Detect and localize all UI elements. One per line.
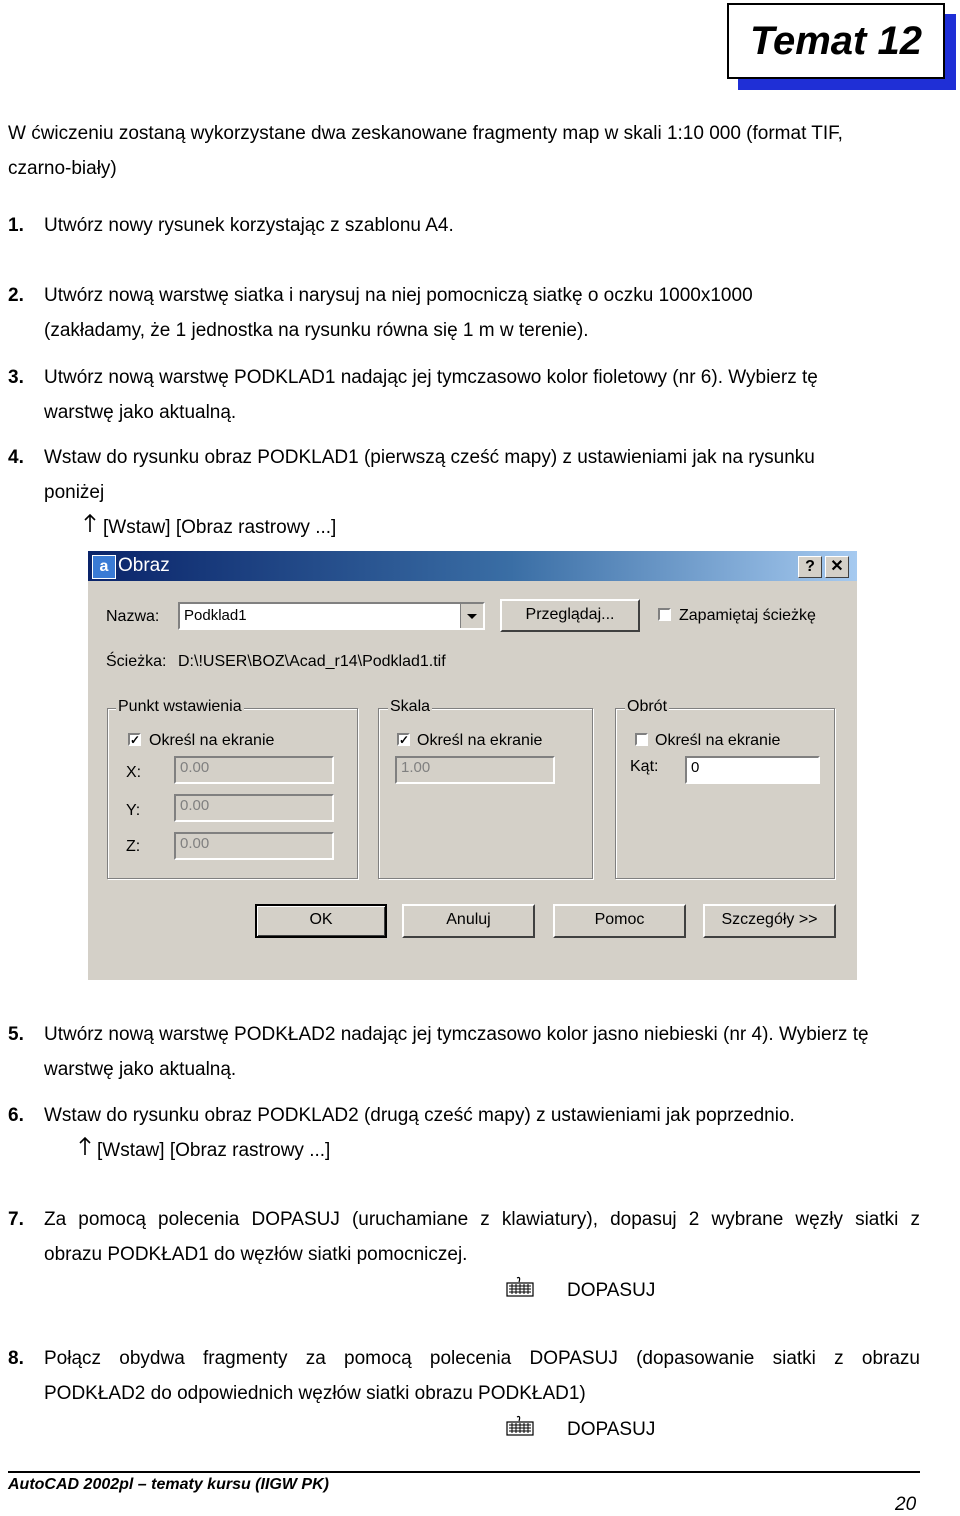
step-8-number: 8. [8, 1348, 24, 1369]
keyboard-icon [505, 1414, 535, 1438]
dialog-titlebar [88, 551, 857, 581]
step-3-number: 3. [8, 367, 24, 388]
step-1-text: Utwórz nowy rysunek korzystając z szablonu A4. [44, 215, 454, 236]
ok-button[interactable]: OK [255, 904, 387, 938]
details-button[interactable]: Szczegóły >> [703, 904, 836, 938]
scale-specify-label: Określ na ekranie [417, 732, 543, 749]
rotation-specify-label: Określ na ekranie [655, 732, 781, 749]
intro-line-1: W ćwiczeniu zostaną wykorzystane dwa zeskanowane fragmenty map w skali 1:10 000 (format TIF, [8, 123, 843, 144]
y-input[interactable]: 0.00 [174, 794, 334, 822]
chevron-down-icon[interactable] [460, 604, 483, 628]
name-label: Nazwa: [106, 608, 160, 625]
rotation-specify-checkbox[interactable] [635, 733, 648, 746]
step-4-number: 4. [8, 447, 24, 468]
step-7-text: Za pomocą polecenia DOPASUJ (uruchamiane z klawiatury), dopasuj 2 wybrane węzły siatki z [44, 1209, 920, 1230]
step-5-text-cont: warstwę jako aktualną. [44, 1059, 237, 1080]
intro-line-2: czarno-biały) [8, 158, 117, 179]
z-label: Z: [126, 838, 141, 855]
remember-path-checkbox[interactable] [658, 608, 671, 621]
angle-label: Kąt: [630, 758, 659, 775]
step-5-text: Utwórz nową warstwę PODKŁAD2 nadając jej tymczasowo kolor jasno niebieski (nr 4). Wybierz tę [44, 1024, 869, 1045]
path-label: Ścieżka: [106, 653, 167, 670]
menu-arrow-icon [77, 1136, 93, 1156]
step-8-command: DOPASUJ [567, 1419, 656, 1440]
step-7-number: 7. [8, 1209, 24, 1230]
keyboard-icon [505, 1275, 535, 1299]
step-8-text-cont: PODKŁAD2 do odpowiednich węzłów siatki obrazu PODKŁAD1) [44, 1383, 586, 1404]
rotation-title: Obrót [627, 698, 668, 715]
page-title: Temat 12 [750, 18, 922, 63]
insertion-specify-label: Określ na ekranie [149, 732, 275, 749]
scale-specify-checkbox[interactable]: ✓ [399, 733, 410, 747]
step-7-command: DOPASUJ [567, 1280, 656, 1301]
step-3-text: Utwórz nową warstwę PODKLAD1 nadając jej tymczasowo kolor fioletowy (nr 6). Wybierz tę [44, 367, 818, 388]
step-7-text-cont: obrazu PODKŁAD1 do węzłów siatki pomocniczej. [44, 1244, 468, 1265]
z-input[interactable]: 0.00 [174, 832, 334, 860]
step-6-menu-path: [Wstaw] [Obraz rastrowy ...] [97, 1140, 331, 1161]
help-question-icon[interactable]: ? [798, 556, 822, 578]
x-label: X: [126, 764, 142, 781]
dialog-title: Obraz [118, 555, 170, 576]
help-button[interactable]: Pomoc [553, 904, 686, 938]
image-dialog [88, 551, 857, 980]
step-1-number: 1. [8, 215, 24, 236]
name-select[interactable] [178, 602, 485, 630]
step-2-text: Utwórz nową warstwę siatka i narysuj na niej pomocniczą siatkę o oczku 1000x1000 [44, 285, 753, 306]
step-4-text-cont: poniżej [44, 482, 105, 503]
insertion-point-title: Punkt wstawienia [118, 698, 242, 715]
name-select-value: Podklad1 [184, 607, 247, 624]
footer-rule [8, 1471, 920, 1473]
angle-input[interactable]: 0 [685, 756, 820, 784]
step-2-number: 2. [8, 285, 24, 306]
browse-button[interactable]: Przeglądaj... [500, 599, 640, 632]
remember-path-label: Zapamiętaj ścieżkę [679, 607, 816, 624]
app-icon: a [92, 555, 116, 579]
step-4-menu-path: [Wstaw] [Obraz rastrowy ...] [103, 517, 337, 538]
step-6-text: Wstaw do rysunku obraz PODKLAD2 (drugą cześć mapy) z ustawieniami jak poprzednio. [44, 1105, 795, 1126]
y-label: Y: [126, 802, 141, 819]
step-2-text-cont: (zakładamy, że 1 jednostka na rysunku równa się 1 m w terenie). [44, 320, 589, 341]
cancel-button[interactable]: Anuluj [402, 904, 535, 938]
step-6-number: 6. [8, 1105, 24, 1126]
path-value: D:\!USER\BOZ\Acad_r14\Podklad1.tif [178, 653, 446, 670]
page-number: 20 [895, 1494, 917, 1515]
footer-course: AutoCAD 2002pl – tematy kursu (IIGW PK) [8, 1476, 329, 1493]
close-icon[interactable]: ✕ [825, 556, 849, 578]
step-3-text-cont: warstwę jako aktualną. [44, 402, 237, 423]
title-box [727, 3, 945, 79]
insertion-specify-checkbox[interactable]: ✓ [130, 733, 141, 747]
step-5-number: 5. [8, 1024, 24, 1045]
menu-arrow-icon [82, 513, 98, 533]
step-4-text: Wstaw do rysunku obraz PODKLAD1 (pierwszą cześć mapy) z ustawieniami jak na rysunku [44, 447, 815, 468]
scale-title: Skala [390, 698, 431, 715]
x-input[interactable]: 0.00 [174, 756, 334, 784]
step-8-text: Połącz obydwa fragmenty za pomocą polecenia DOPASUJ (dopasowanie siatki z obrazu [44, 1348, 920, 1369]
scale-input[interactable]: 1.00 [395, 756, 555, 784]
